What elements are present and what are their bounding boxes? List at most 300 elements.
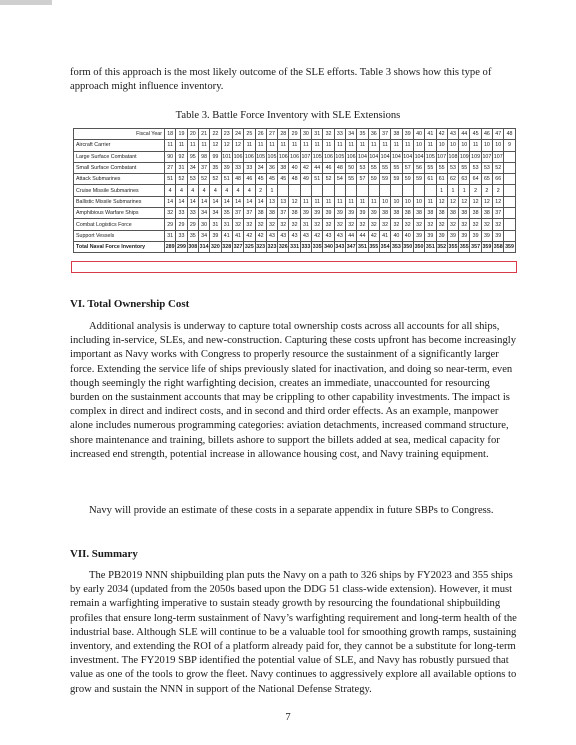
table-cell: 57 <box>402 162 413 173</box>
section-heading-total-ownership-cost: VI. Total Ownership Cost <box>70 298 190 310</box>
year-header-cell: 45 <box>470 129 481 140</box>
year-header-cell: 29 <box>289 129 300 140</box>
table-cell: 11 <box>266 140 277 151</box>
table-cell: 11 <box>300 140 311 151</box>
table-cell <box>504 196 515 207</box>
table-cell <box>402 185 413 196</box>
table-cell: 40 <box>391 230 402 241</box>
table-cell <box>334 185 345 196</box>
year-header-cell: 25 <box>244 129 255 140</box>
row-label: Amphibious Warfare Ships <box>74 208 165 219</box>
table-cell: 37 <box>232 208 243 219</box>
table-cell: 39 <box>470 230 481 241</box>
table-cell <box>300 185 311 196</box>
table-cell <box>504 208 515 219</box>
table-cell: 38 <box>459 208 470 219</box>
table-cell: 43 <box>278 230 289 241</box>
table-cell <box>357 185 368 196</box>
table-cell: 10 <box>402 196 413 207</box>
table-cell: 11 <box>334 196 345 207</box>
table-cell <box>391 185 402 196</box>
table-cell: 43 <box>266 230 277 241</box>
table-cell: 38 <box>425 208 436 219</box>
table-cell: 29 <box>165 219 176 230</box>
table-cell: 32 <box>244 219 255 230</box>
table-cell: 14 <box>232 196 243 207</box>
table-cell: 38 <box>481 208 492 219</box>
table-cell: 42 <box>255 230 266 241</box>
table-cell: 14 <box>221 196 232 207</box>
table-cell: 36 <box>266 162 277 173</box>
table-cell: 326 <box>278 241 289 252</box>
table-cell <box>289 185 300 196</box>
table-cell: 323 <box>255 241 266 252</box>
table-cell: 11 <box>346 140 357 151</box>
table-cell <box>504 219 515 230</box>
table-cell <box>323 185 334 196</box>
table-cell: 59 <box>379 174 390 185</box>
table-cell: 1 <box>447 185 458 196</box>
table-cell <box>425 185 436 196</box>
table-cell: 61 <box>436 174 447 185</box>
row-label: Ballistic Missile Submarines <box>74 196 165 207</box>
table-cell: 32 <box>255 219 266 230</box>
year-header-cell: 34 <box>346 129 357 140</box>
year-header-cell: 27 <box>266 129 277 140</box>
table-row <box>74 151 516 162</box>
table-cell: 105 <box>255 151 266 162</box>
row-label: Total Naval Force Inventory <box>74 241 165 252</box>
table-cell: 35 <box>221 208 232 219</box>
table-cell: 39 <box>221 162 232 173</box>
table-cell: 109 <box>459 151 470 162</box>
table-cell: 39 <box>493 230 504 241</box>
table-cell: 33 <box>244 162 255 173</box>
table-cell: 32 <box>323 219 334 230</box>
table-cell: 353 <box>391 241 402 252</box>
table-cell: 61 <box>425 174 436 185</box>
year-header-cell: 26 <box>255 129 266 140</box>
table-cell: 358 <box>493 241 504 252</box>
table-cell: 43 <box>323 230 334 241</box>
table-cell: 39 <box>210 230 221 241</box>
table-cell: 105 <box>266 151 277 162</box>
table-cell: 43 <box>300 230 311 241</box>
table-cell: 37 <box>493 208 504 219</box>
year-header-cell: 37 <box>379 129 390 140</box>
table-cell: 11 <box>346 196 357 207</box>
table-cell: 53 <box>187 174 198 185</box>
table-cell: 12 <box>481 196 492 207</box>
table-cell: 12 <box>436 196 447 207</box>
table-cell: 55 <box>459 162 470 173</box>
table-cell: 39 <box>436 230 447 241</box>
table-cell: 31 <box>165 230 176 241</box>
table-cell: 354 <box>379 241 390 252</box>
table-cell: 108 <box>447 151 458 162</box>
table-cell: 106 <box>323 151 334 162</box>
table-cell: 11 <box>255 140 266 151</box>
table-cell: 325 <box>244 241 255 252</box>
table-cell: 4 <box>244 185 255 196</box>
table-cell: 11 <box>391 140 402 151</box>
table-cell: 35 <box>187 230 198 241</box>
table-cell: 289 <box>165 241 176 252</box>
table-cell: 104 <box>391 151 402 162</box>
table-cell: 50 <box>346 162 357 173</box>
year-header-cell: 47 <box>493 129 504 140</box>
table-cell: 105 <box>334 151 345 162</box>
table-cell: 41 <box>379 230 390 241</box>
table-cell: 347 <box>346 241 357 252</box>
table-cell: 12 <box>221 140 232 151</box>
table-cell: 2 <box>470 185 481 196</box>
table-cell: 32 <box>368 219 379 230</box>
table-cell: 45 <box>278 174 289 185</box>
table-cell: 10 <box>391 196 402 207</box>
table-cell: 12 <box>459 196 470 207</box>
table-cell: 1 <box>436 185 447 196</box>
table-cell: 41 <box>221 230 232 241</box>
table-cell: 359 <box>481 241 492 252</box>
table-cell: 63 <box>459 174 470 185</box>
table-cell: 11 <box>368 140 379 151</box>
table-cell <box>413 185 424 196</box>
table-cell: 299 <box>176 241 187 252</box>
table-cell <box>278 185 289 196</box>
table-cell: 308 <box>187 241 198 252</box>
year-header-cell: 23 <box>221 129 232 140</box>
table-cell: 38 <box>266 208 277 219</box>
table-cell: 99 <box>210 151 221 162</box>
table-cell: 335 <box>312 241 323 252</box>
table-cell: 62 <box>447 174 458 185</box>
table-cell: 32 <box>289 219 300 230</box>
row-label: Combat Logistics Force <box>74 219 165 230</box>
table-cell: 11 <box>368 196 379 207</box>
table-cell: 11 <box>425 196 436 207</box>
table-cell: 65 <box>481 174 492 185</box>
table-row <box>74 208 516 219</box>
fiscal-year-header: Fiscal Year <box>74 129 165 140</box>
year-header-cell: 21 <box>198 129 209 140</box>
table-cell: 53 <box>470 162 481 173</box>
year-header-cell: 36 <box>368 129 379 140</box>
scan-header-mark <box>0 0 52 5</box>
table-caption: Table 3. Battle Force Inventory with SLE Extensions <box>175 110 401 121</box>
table-cell: 38 <box>379 208 390 219</box>
table-cell: 351 <box>425 241 436 252</box>
table-cell: 355 <box>459 241 470 252</box>
table-cell: 43 <box>334 230 345 241</box>
table-cell: 38 <box>255 208 266 219</box>
table-cell: 32 <box>459 219 470 230</box>
ownership-cost-paragraph: Additional analysis is underway to capture total ownership costs across all accounts for all ships, including in-service, SLEs, and new-construction. Capturing these costs upfront has become increasingly important as Navy works with Congress to properly resource the sustainment of a significantly larger force. Extending the service life of ships previously slated for inactivation, and doing so near-term, even though seemingly the right warfighting decision, creates an immediate, unaccounted for resourcing burden on the sustainment accounts that may be crippling to other capability investments. The impact is complex in direct and indirect costs, and in second and third order effects. As an example, manpower alone includes numerous programming categories: aviation detachments, increased command structure, shore maintenance and training, billets ashore to support the billets added at sea, medical capacity for increased end strength, potential increase in allowance housing cost, and Navy training equipment. <box>70 321 517 460</box>
table-cell: 52 <box>198 174 209 185</box>
table-cell: 4 <box>198 185 209 196</box>
table-cell: 12 <box>493 196 504 207</box>
table-cell: 104 <box>368 151 379 162</box>
year-header-cell: 19 <box>176 129 187 140</box>
table-cell: 33 <box>187 208 198 219</box>
table-cell: 39 <box>300 208 311 219</box>
table-cell: 12 <box>210 140 221 151</box>
table-cell <box>504 162 515 173</box>
table-cell: 352 <box>436 241 447 252</box>
year-header-cell: 22 <box>210 129 221 140</box>
table-row <box>74 140 516 151</box>
table-cell: 39 <box>447 230 458 241</box>
summary-paragraph: The PB2019 NNN shipbuilding plan puts the Navy on a path to 326 ships by FY2023 and 355 ships by early 2034 (updated from the 2050s based upon the DDG 51 class-wide extension). However, it must remain a warfighting imperative to sustain steady growth by resourcing the foundational shipbuilding profiles that ensure long-term sustainment of Navy’s warfighting requirement and long-term health of the industrial base. Although SLE will continue to be a valuable tool for smoothing growth ramps, sustaining inventory, and extending the ROI of a platform already paid for, they cannot be a substitute for long-term investment. The FY2019 SBP identified the potential value of SLE, and Navy has robustly pursued that value as one of the tools to grow the fleet. Navy continues to aggressively explore all available options to grow and sustain the NNN in support of the National Defense Strategy. <box>70 570 517 695</box>
table-cell: 32 <box>481 219 492 230</box>
table-cell: 45 <box>255 174 266 185</box>
table-cell <box>379 185 390 196</box>
table-cell: 40 <box>289 162 300 173</box>
table-cell: 32 <box>357 219 368 230</box>
table-cell <box>504 230 515 241</box>
table-cell: 10 <box>459 140 470 151</box>
table-cell: 46 <box>244 174 255 185</box>
table-cell: 32 <box>278 219 289 230</box>
table-cell: 42 <box>300 162 311 173</box>
table-cell: 10 <box>481 140 492 151</box>
table-cell: 55 <box>391 162 402 173</box>
year-header-cell: 18 <box>165 129 176 140</box>
table-cell <box>312 185 323 196</box>
table-cell: 32 <box>447 219 458 230</box>
table-cell: 33 <box>232 162 243 173</box>
table-cell: 32 <box>165 208 176 219</box>
table-cell: 33 <box>176 230 187 241</box>
table-cell: 11 <box>425 140 436 151</box>
table-cell: 55 <box>379 162 390 173</box>
table-cell: 30 <box>198 219 209 230</box>
table-cell: 32 <box>334 219 345 230</box>
year-header-cell: 38 <box>391 129 402 140</box>
table-cell: 11 <box>323 196 334 207</box>
row-label: Cruise Missile Submarines <box>74 185 165 196</box>
table-cell: 32 <box>232 219 243 230</box>
table-cell: 105 <box>425 151 436 162</box>
table-cell: 31 <box>221 219 232 230</box>
table-cell: 4 <box>210 185 221 196</box>
table-cell: 39 <box>481 230 492 241</box>
table-cell: 11 <box>470 140 481 151</box>
year-header-cell: 43 <box>447 129 458 140</box>
table-cell: 31 <box>210 219 221 230</box>
table-cell: 107 <box>481 151 492 162</box>
table-cell: 33 <box>176 208 187 219</box>
table-cell: 350 <box>413 241 424 252</box>
table-cell: 14 <box>165 196 176 207</box>
table-cell: 107 <box>436 151 447 162</box>
year-header-cell: 24 <box>232 129 243 140</box>
table-cell: 11 <box>323 140 334 151</box>
table-cell: 52 <box>210 174 221 185</box>
table-row <box>74 219 516 230</box>
table-cell: 359 <box>504 241 515 252</box>
table-cell: 355 <box>447 241 458 252</box>
table-cell: 11 <box>198 140 209 151</box>
table-cell: 331 <box>289 241 300 252</box>
table-cell: 34 <box>198 208 209 219</box>
table-cell: 53 <box>481 162 492 173</box>
table-cell: 53 <box>357 162 368 173</box>
table-cell: 333 <box>300 241 311 252</box>
table-cell: 32 <box>493 219 504 230</box>
table-cell: 1 <box>459 185 470 196</box>
table-cell: 95 <box>187 151 198 162</box>
year-header-cell: 32 <box>323 129 334 140</box>
table-cell: 44 <box>346 230 357 241</box>
year-header-cell: 40 <box>413 129 424 140</box>
table-cell: 14 <box>244 196 255 207</box>
table-cell: 11 <box>165 140 176 151</box>
table-cell: 350 <box>402 241 413 252</box>
table-row <box>74 230 516 241</box>
table-cell: 34 <box>187 162 198 173</box>
year-header-cell: 39 <box>402 129 413 140</box>
total-row-highlight <box>71 261 517 273</box>
table-cell: 4 <box>221 185 232 196</box>
table-cell: 55 <box>436 162 447 173</box>
table-cell: 38 <box>402 208 413 219</box>
year-header-cell: 30 <box>300 129 311 140</box>
table-cell: 13 <box>266 196 277 207</box>
table-cell: 59 <box>391 174 402 185</box>
table-cell: 39 <box>312 208 323 219</box>
table-cell: 44 <box>312 162 323 173</box>
table-cell: 11 <box>334 140 345 151</box>
table-cell <box>504 174 515 185</box>
table-cell: 106 <box>244 151 255 162</box>
table-cell: 106 <box>278 151 289 162</box>
table-cell: 48 <box>289 174 300 185</box>
table-cell: 41 <box>232 230 243 241</box>
table-cell: 32 <box>425 219 436 230</box>
table-cell: 14 <box>198 196 209 207</box>
table-cell: 351 <box>357 241 368 252</box>
table-cell: 10 <box>413 140 424 151</box>
table-cell: 314 <box>198 241 209 252</box>
table-cell <box>346 185 357 196</box>
table-cell: 2 <box>493 185 504 196</box>
table-cell: 11 <box>187 140 198 151</box>
year-header-cell: 41 <box>425 129 436 140</box>
table-cell: 32 <box>391 219 402 230</box>
table-cell: 42 <box>312 230 323 241</box>
table-cell: 42 <box>244 230 255 241</box>
table-cell: 9 <box>504 140 515 151</box>
table-cell: 32 <box>413 219 424 230</box>
table-cell: 107 <box>300 151 311 162</box>
table-cell: 51 <box>312 174 323 185</box>
table-cell: 39 <box>357 208 368 219</box>
table-cell: 106 <box>346 151 357 162</box>
table-cell: 11 <box>357 196 368 207</box>
table-cell: 38 <box>391 208 402 219</box>
year-header-cell: 44 <box>459 129 470 140</box>
row-label: Aircraft Carrier <box>74 140 165 151</box>
year-header-cell: 33 <box>334 129 345 140</box>
table-cell: 10 <box>493 140 504 151</box>
table-cell: 48 <box>334 162 345 173</box>
table-cell: 1 <box>266 185 277 196</box>
table-cell: 32 <box>402 219 413 230</box>
table-cell: 11 <box>176 140 187 151</box>
table-cell: 13 <box>278 196 289 207</box>
table-cell: 104 <box>379 151 390 162</box>
table-cell: 11 <box>357 140 368 151</box>
table-cell: 59 <box>413 174 424 185</box>
table-cell: 52 <box>323 174 334 185</box>
table-cell: 12 <box>232 140 243 151</box>
table-cell: 37 <box>278 208 289 219</box>
table-cell: 38 <box>413 208 424 219</box>
total-row <box>74 241 516 252</box>
table-cell: 27 <box>165 162 176 173</box>
section-heading-summary: VII. Summary <box>70 548 138 560</box>
table-cell: 14 <box>255 196 266 207</box>
table-cell: 42 <box>368 230 379 241</box>
table-cell: 39 <box>368 208 379 219</box>
table-cell: 64 <box>470 174 481 185</box>
table-cell: 104 <box>413 151 424 162</box>
row-label: Small Surface Combatant <box>74 162 165 173</box>
row-label: Support Vessels <box>74 230 165 241</box>
year-header-cell: 42 <box>436 129 447 140</box>
table-cell: 11 <box>244 140 255 151</box>
table-cell: 12 <box>289 196 300 207</box>
table-cell: 106 <box>289 151 300 162</box>
table-row <box>74 196 516 207</box>
table-cell: 92 <box>176 151 187 162</box>
table-cell: 38 <box>289 208 300 219</box>
table-cell: 4 <box>232 185 243 196</box>
table-cell: 109 <box>470 151 481 162</box>
table-cell: 32 <box>346 219 357 230</box>
table-row <box>74 185 516 196</box>
table-cell: 343 <box>334 241 345 252</box>
table-cell: 11 <box>379 140 390 151</box>
table-cell: 106 <box>232 151 243 162</box>
table-cell: 55 <box>346 174 357 185</box>
table-cell: 10 <box>436 140 447 151</box>
table-cell: 98 <box>198 151 209 162</box>
table-cell: 104 <box>357 151 368 162</box>
table-cell: 46 <box>323 162 334 173</box>
table-cell: 90 <box>165 151 176 162</box>
table-cell: 4 <box>165 185 176 196</box>
table-cell: 39 <box>323 208 334 219</box>
table-cell: 104 <box>402 151 413 162</box>
table-cell: 52 <box>493 162 504 173</box>
year-header-cell: 28 <box>278 129 289 140</box>
page-number: 7 <box>285 712 291 723</box>
table-cell: 40 <box>402 230 413 241</box>
table-cell: 323 <box>266 241 277 252</box>
table-cell <box>504 185 515 196</box>
ownership-cost-followup-paragraph: Navy will provide an estimate of these costs in a separate appendix in future SBPs to Congress. <box>89 505 494 516</box>
inventory-table <box>73 128 516 253</box>
intro-paragraph: form of this approach is the most likely outcome of the SLE efforts. Table 3 shows how this type of approach might influence inventory. <box>70 67 492 93</box>
row-label: Large Surface Combatant <box>74 151 165 162</box>
table-cell: 320 <box>210 241 221 252</box>
table-cell: 11 <box>312 196 323 207</box>
table-header-row <box>74 129 516 140</box>
table-cell: 340 <box>323 241 334 252</box>
table-cell: 35 <box>210 162 221 173</box>
